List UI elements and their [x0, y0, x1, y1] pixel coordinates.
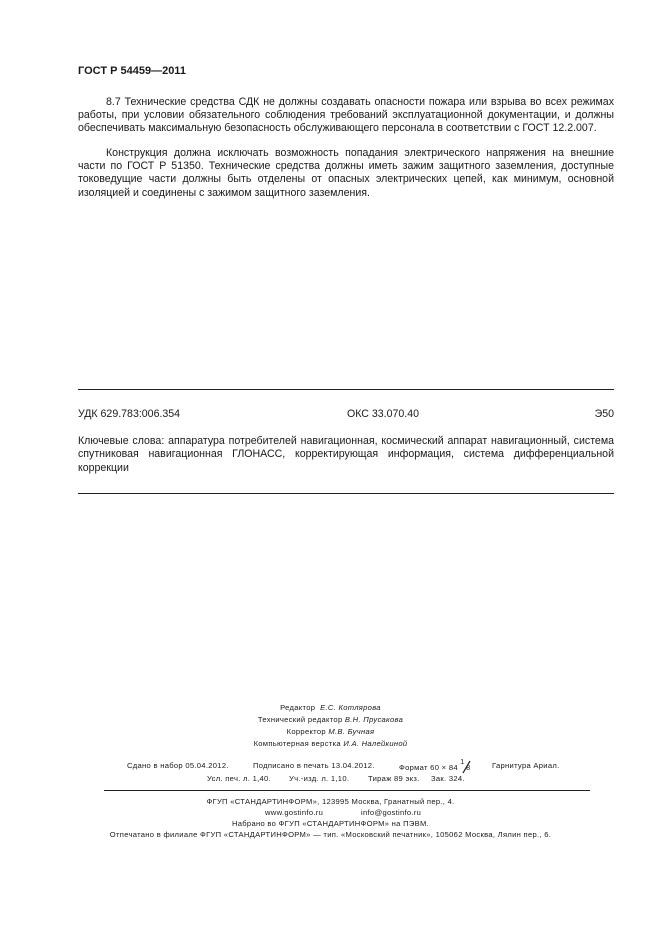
clause-8-7-paragraph: 8.7 Технические средства СДК не должны создавать опасности пожара или взрыва во всех режимах работы, при условии обязательного соблюдения требований эксплуатационной документации, и должны обеспечивать максимальную безопасность обслуживающего персонала в соответствии с ГОСТ 12.2.007.: [78, 96, 614, 135]
publisher-address: ФГУП «СТАНДАРТИНФОРМ», 123995 Москва, Гранатный пер., 4.: [206, 797, 455, 806]
credit-tech-editor: Технический редактор В.Н. Прусакова: [257, 715, 404, 724]
udc-code: УДК 629.783:006.354: [78, 408, 181, 420]
order-number: Зак. 324.: [431, 774, 465, 783]
printed-at-note: Отпечатано в филиале ФГУП «СТАНДАРТИНФОРМ» — тип. «Московский печатник», 105062 Москва, Лялин пер., 6.: [109, 830, 552, 839]
submitted-date: Сдано в набор 05.04.2012.: [127, 761, 229, 770]
corrector-name: М.В. Бучная: [328, 727, 375, 736]
bottom-divider: [78, 493, 614, 494]
signed-date: Подписано в печать 13.04.2012.: [253, 761, 375, 770]
credit-editor: Редактор Е.С. Котлярова: [280, 703, 381, 712]
format-info: Формат 60 × 84 1 8: [399, 759, 471, 772]
typeface-info: Гарнитура Ариал.: [492, 761, 560, 770]
publisher-website[interactable]: www.gostinfo.ru: [265, 808, 324, 817]
document-code-header: ГОСТ Р 54459—2011: [78, 65, 186, 77]
category-code: Э50: [594, 408, 614, 420]
imprint-divider: [104, 790, 590, 791]
credit-layout: Компьютерная верстка И.А. Налейкиной: [253, 739, 408, 748]
credit-corrector: Корректор М.В. Бучная: [286, 727, 375, 736]
layout-name: И.А. Налейкиной: [343, 739, 408, 748]
publication-sheets: Уч.-изд. л. 1,10.: [289, 774, 350, 783]
print-run: Тираж 89 экз.: [368, 774, 420, 783]
typeset-note: Набрано во ФГУП «СТАНДАРТИНФОРМ» на ПЭВМ.: [231, 819, 430, 828]
keywords-text: Ключевые слова: аппаратура потребителей навигационная, космический аппарат навигационный, система спутниковая навигационная ГЛОНАСС, корректирующая информация, система дифференциальной коррекции: [78, 435, 614, 474]
printed-sheets: Усл. печ. л. 1,40.: [207, 774, 271, 783]
construction-paragraph: Конструкция должна исключать возможность попадания электрического напряжения на внешние части по ГОСТ Р 51350. Технические средства должны иметь зажим защитного заземления, доступные токоведущие части должны быть отделены от опасных электрических цепей, как минимум, основной изоляцией и соединены с зажимом защитного заземления.: [78, 147, 614, 199]
oks-code: ОКС 33.070.40: [347, 408, 420, 420]
editor-name: Е.С. Котлярова: [320, 703, 381, 712]
top-divider: [78, 389, 614, 390]
format-fraction: 1 8: [460, 759, 471, 772]
publisher-email[interactable]: info@gostinfo.ru: [361, 808, 422, 817]
tech-editor-name: В.Н. Прусакова: [344, 715, 404, 724]
